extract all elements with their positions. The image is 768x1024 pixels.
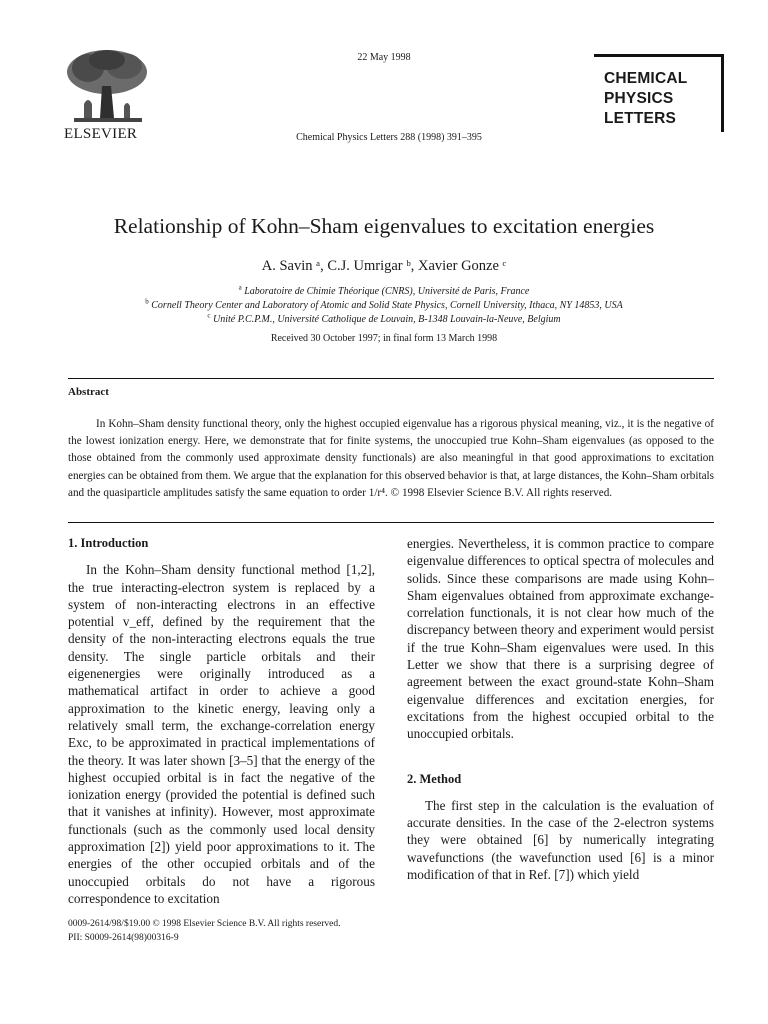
right-column — [407, 535, 714, 883]
intro-continued-paragraph: energies. Nevertheless, it is common practice to compare eigenvalue differences to optical spectra of molecules and solids. Since these comparisons are made using Kohn–Sham eigenvalues obtained from approximate exchange-correlation functionals, it is not clear how much of the discrepancy between theory and experiment would persist if the true Kohn–Sham eigenvalues were used. In this Letter we show that there is a surprising degree of agreement between the exact ground-state Kohn–Sham eigenvalue differences and excitation energies, for excitations from the highest occupied orbital to the unoccupied orbitals. — [407, 536, 714, 742]
section-heading-method: 2. Method — [407, 771, 462, 786]
abstract-top-rule — [68, 378, 714, 379]
issue-date: 22 May 1998 — [357, 52, 411, 63]
abstract-text: In Kohn–Sham density functional theory, only the highest occupied eigenvalue has a rigorous physical meaning, viz., it is the negative of the lowest ionization energy. Here, we demonstrate that for finite systems, the unoccupied true Kohn–Sham eigenvalues (as opposed to the those obtained from the commonly used approximate density functionals) are also meaningful in that good approximations to excitation energies can be obtained from them. We argue that the explanation for this observed behavior is that, at large distances, the Kohn–Sham orbitals and the quasiparticle amplitudes satisfy the same equation to order 1/r⁴. © 1998 Elsevier Science B.V. All rights reserved. — [68, 418, 714, 499]
brand-line-3: LETTERS — [604, 110, 677, 127]
author-list: A. Savin ᵃ, C.J. Umrigar ᵇ, Xavier Gonze ᶜ — [261, 258, 507, 274]
received-dates: Received 30 October 1997; in final form 13 March 1998 — [270, 333, 498, 344]
method-paragraph: The first step in the calculation is the evaluation of accurate densities. In the case of the 2-electron systems they were obtained [6] by numerically integrating wavefunctions (the wavefunction used [6] is a minor modification of that in Ref. [7]) which yield — [407, 797, 714, 883]
intro-paragraph: In the Kohn–Sham density functional method [1,2], the true interacting-electron system is replaced by a system of non-interacting electrons in an effective potential v_eff, defined by the requirement that the density of the non-interacting electrons equals the true density. The single particle orbitals and their eigenenergies were originally introduced as a mathematical artifact in order to achieve a good approximation to the kinetic energy, leaving only a relatively small term, the exchange-correlation energy Exc, to be approximated in practical implementations of the theory. It was later shown [3–5] that the energy of the highest occupied orbital is in fact the negative of the ionization energy (provided the potential is defined such that it vanishes at infinity). However, most approximate functionals (such as the commonly used local density approximation [2]) yield poor approximations to it. The energies of the other occupied orbitals and of the unoccupied orbitals do not have a rigorous correspondence to excitation — [68, 562, 375, 906]
publisher-logo — [64, 46, 150, 146]
affiliation-c: $^c$ Unité P.C.P.M., Université Catholique de Louvain, B-1348 Louvain-la-Neuve, Belgium — [207, 311, 561, 325]
abstract-heading: Abstract — [68, 386, 109, 398]
copyright-footer — [68, 918, 340, 945]
journal-citation: Chemical Physics Letters 288 (1998) 391–395 — [296, 132, 482, 143]
section-heading-introduction: 1. Introduction — [68, 536, 149, 550]
footer-copyright-line: 0009-2614/98/$19.00 © 1998 Elsevier Science B.V. All rights reserved. — [68, 919, 341, 929]
article-title: Relationship of Kohn–Sham eigenvalues to excitation energies — [113, 214, 655, 238]
tree-logo-icon — [64, 46, 150, 126]
publisher-name: ELSEVIER — [64, 126, 138, 142]
abstract-bottom-rule — [68, 522, 714, 523]
footer-pii-line: PII: S0009-2614(98)00316-9 — [68, 932, 179, 943]
affiliation-b: $^b$ Cornell Theory Center and Laboratory of Atomic and Solid State Physics, Cornell University, Ithaca, NY 14853, USA — [145, 297, 623, 311]
affiliation-a: $^a$ Laboratoire de Chimie Théorique (CNRS), Université de Paris, France — [238, 283, 530, 297]
brand-line-1: CHEMICAL — [604, 70, 688, 87]
brand-line-2: PHYSICS — [604, 90, 674, 107]
journal-brand — [594, 54, 724, 132]
left-column — [68, 535, 375, 907]
